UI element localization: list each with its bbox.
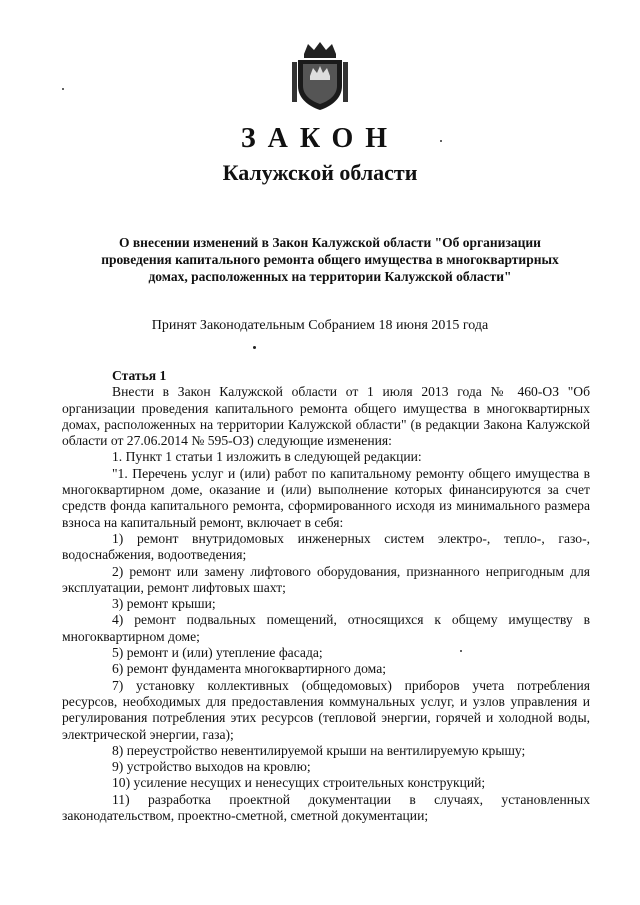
list-item: 5) ремонт и (или) утепление фасада; [112, 645, 323, 661]
article-intro: Внести в Закон Калужской области от 1 июля 2013 года № 460-ОЗ "Об организации проведения капитального ремонта общего имущества в многоквартирных домах, расположенных на территории Калужской области" (в редакции Закона Калужской области от 27.06.2014 № 595-ОЗ) следующие изменения: [62, 384, 590, 449]
scan-mark [253, 346, 256, 349]
point-1: 1. Пункт 1 статьи 1 изложить в следующей редакции: [112, 449, 422, 465]
article-heading: Статья 1 [112, 368, 167, 383]
list-item: 6) ремонт фундамента многоквартирного дома; [112, 661, 386, 677]
list-item: 1) ремонт внутридомовых инженерных систем электро-, тепло-, газо-, водоснабжения, водоотведения; [62, 530, 590, 563]
document-title: ЗАКОН [240, 123, 400, 154]
list-item: 10) усиление несущих и ненесущих строительных конструкций; [112, 775, 486, 791]
scan-mark [62, 88, 64, 90]
list-item: 2) ремонт или замену лифтового оборудования, признанного непригодным для эксплуатации, ремонт лифтовых шахт; [62, 563, 590, 595]
list-item: 7) установку коллективных (общедомовых) приборов учета потребления ресурсов, необходимых для предоставления коммунальных услуг, и узлов управления и регулирования потребления этих ресурсов (тепловой энергии, горячей и холодной воды, электрической энергии, газа); [62, 677, 590, 742]
quoted-paragraph: "1. Перечень услуг и (или) работ по капитальному ремонту общего имущества в многоквартирном доме, оказание и (или) выполнение которых финансируются за счет средств фонда капитального ремонта, сформированного исходя из минимального размера взноса на капитальный ремонт, включает в себя: [62, 465, 590, 530]
region-name: Калужской области [222, 160, 418, 185]
adoption-date: Принят Законодательным Собранием 18 июня 2015 года [151, 318, 489, 333]
list-item: 4) ремонт подвальных помещений, относящихся к общему имуществу в многоквартирном доме; [62, 612, 590, 644]
coat-of-arms-icon [290, 40, 350, 112]
article-body [62, 368, 590, 824]
law-name-line: О внесении изменений в Закон Калужской области "Об организации [119, 235, 541, 250]
scan-mark [440, 140, 442, 142]
law-name-line: проведения капитального ремонта общего имущества в многоквартирных [101, 252, 559, 267]
law-name-line: домах, расположенных на территории Калужской области" [148, 269, 512, 284]
list-item: 3) ремонт крыши; [112, 596, 216, 612]
list-item: 8) переустройство невентилируемой крыши на вентилируемую крышу; [112, 742, 526, 758]
law-name [80, 234, 580, 285]
list-item: 11) разработка проектной документации в случаях, установленных законодательством, проектно-сметной, сметной документации; [62, 791, 590, 824]
list-item: 9) устройство выходов на кровлю; [112, 759, 311, 775]
